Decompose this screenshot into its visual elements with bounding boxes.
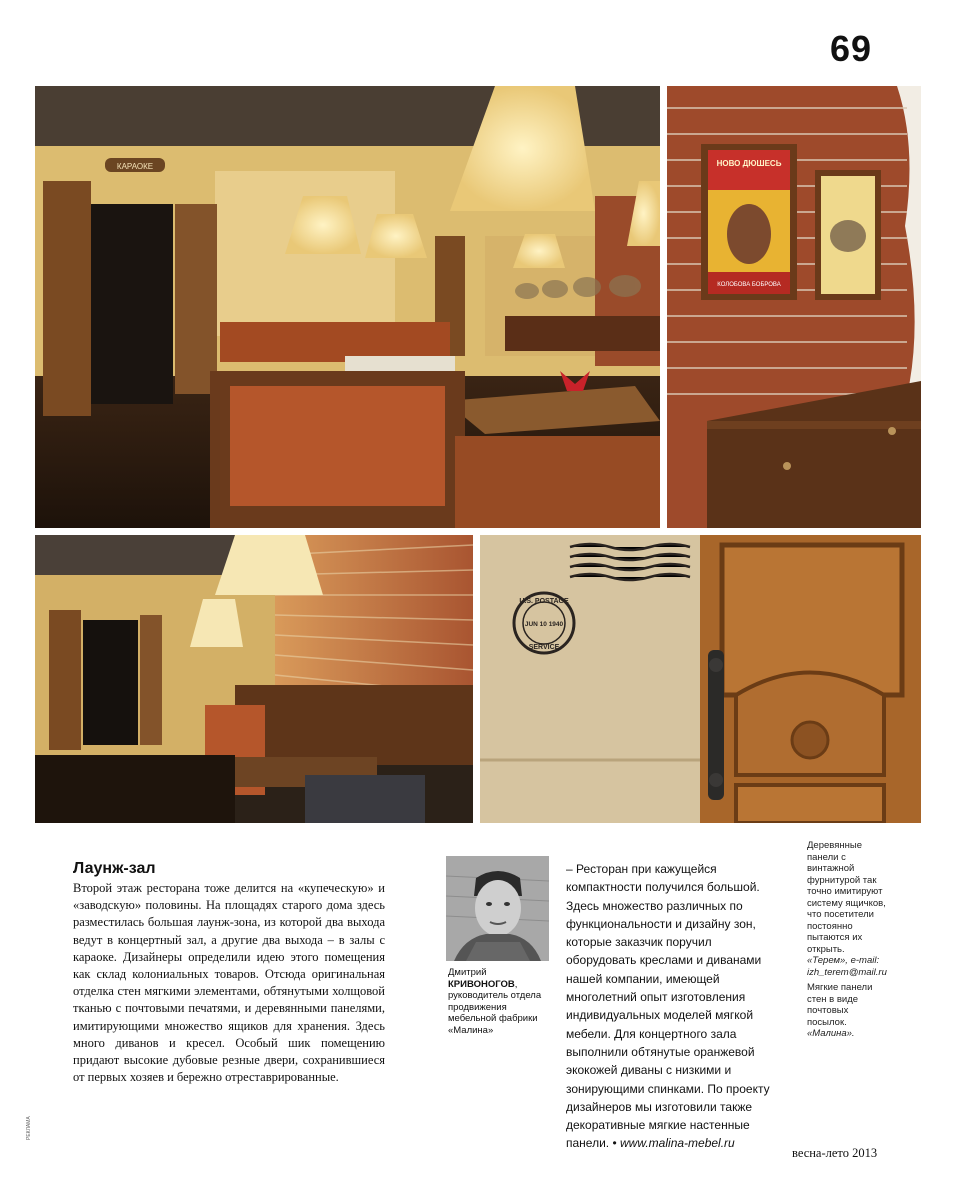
person-portrait [446,856,549,961]
quote-block [566,860,778,1153]
lounge-hall-photo [35,86,660,528]
poster-caption: КОЛОБОВА БОБРОВА [717,282,781,288]
quote-url-link[interactable]: www.malina-mebel.ru [620,1136,735,1151]
side-caption [807,840,889,1040]
stamp-top-text: U.S. POSTAGE [519,598,569,605]
person-last-name: КРИВОНОГОВ [448,978,515,990]
side-caption-1-credit: «Терем», e-mail: izh_terem@mail.ru [807,955,887,978]
advert-tag: РЕКЛАМА [26,1116,32,1140]
person-role: руководитель отдела продвижения мебельной фабрики «Малина» [448,990,542,1036]
stamp-date-text: JUN 10 1940 [524,621,564,628]
article-paragraph: Второй этаж ресторана тоже делится на «купеческую» и «заводскую» половины. На площадях старого дома здесь разместилась большая лаунж-зона, из которой два выхода ведут в концертный зал, а другие два выхода – в залы с караоке. Дизайнеры определили идею этого помещения как склад колониальных товаров. Отсюда оригинальная отделка стен мягкими элементами, обтянутыми холщовой тканью с почтовыми печатями, и деревянными панелями, имитирующими множество ящиков для хранения. Здесь много диванов и кресел. Особый шик помещению придают высокие дубовые резные двери, сохранившиеся от первых хозяев и бережно отреставрированные. [73,881,385,1085]
side-caption-2-credit: «Малина». [807,1028,855,1039]
stamp-bottom-text: SERVICE [528,644,560,651]
person-caption: Дмитрий КРИВОНОГОВ, руководитель отдела продвижения мебельной фабрики «Малина» [448,967,548,1036]
side-caption-2: Мягкие панели стен в виде почтовых посылок. [807,982,873,1028]
page-number: 69 [830,28,873,69]
karaoke-sign: КАРАОКЕ [116,162,154,171]
quote-text: – Ресторан при кажущейся компактности получился большой. Здесь множество различных по функциональности и дизайну зон, которые заказчик поручил оборудовать креслами и диванами нашей компании, имеющей многолетний опыт изготовления индивидуальных моделей мягкой мебели. Для концертного зала выполнили обтянутые оранжевой экокожей диваны с низкими и зонирующими спинками. По проекту дизайнеров мы изготовили также декоративные мягкие настенные панели. [566,862,770,1151]
issue-season: весна-лето 2013 [792,1146,878,1160]
person-first-name: Дмитрий [448,967,487,978]
side-caption-1: Деревянные панели с винтажной фурнитурой так точно имитируют систему ящичков, что посетители постоянно пытаются их открыть. [807,840,886,955]
door-canvas-panel-photo [480,535,921,823]
poster-title: НОВО ДЮШЕСЬ [716,159,782,168]
corridor-photo [35,535,473,823]
article-body [73,880,385,1086]
section-heading: Лаунж-зал [73,860,156,877]
quote-bullet: • [612,1136,617,1151]
brick-wall-posters-photo [667,86,921,528]
